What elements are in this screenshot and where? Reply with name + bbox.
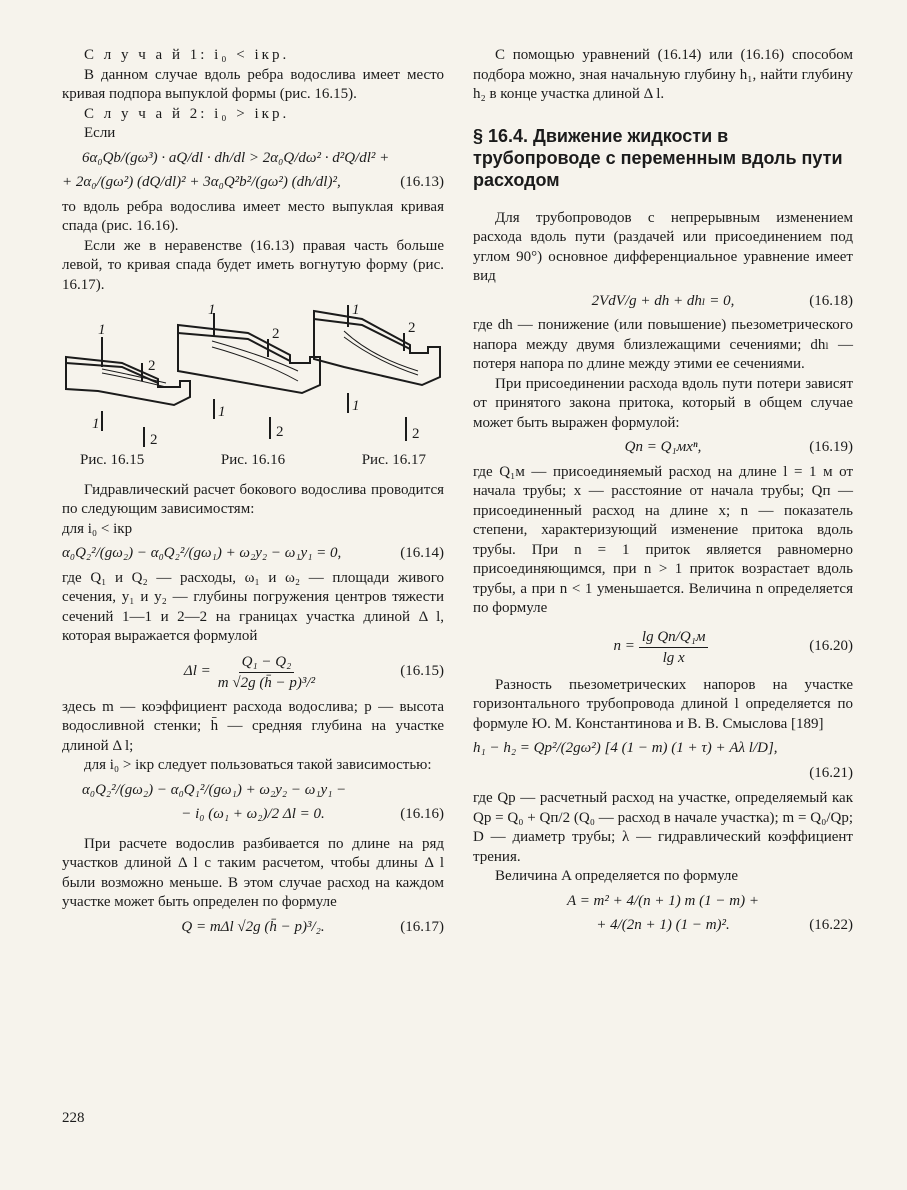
paragraph: Для трубопроводов с непрерывным изменением расхода вдоль пути (раздачей или присоединением под углом 90°) основное дифференциальное уравнение имеет вид bbox=[473, 209, 853, 284]
figure-mark-2: 2 bbox=[412, 426, 420, 442]
figure-mark-2: 2 bbox=[408, 320, 416, 336]
equation-number: (16.17) bbox=[400, 918, 444, 935]
paragraph: здесь m — коэффициент расхода водослива; p — высота водосливной стенки; h̄ — средняя глубина на участке длиной Δ l; bbox=[62, 698, 444, 754]
equation-number: (16.22) bbox=[809, 917, 853, 933]
equation-number: (16.19) bbox=[809, 439, 853, 455]
equation-16-21: h₁ − h₂ = Qр²/(2gω²) [4 (1 − m) (1 + τ) + Aλ l/D], bbox=[473, 740, 778, 756]
equation-16-17: Q = mΔl √2g (h̄ − p)³/₂. (16.17) bbox=[62, 918, 444, 938]
equation-number: (16.20) bbox=[809, 638, 853, 655]
left-column bbox=[62, 46, 444, 942]
condition: для i₀ > iкр следует пользоваться такой зависимостью: bbox=[84, 757, 432, 773]
section-heading: § 16.4. Движение жидкости в трубопроводе с переменным вдоль пути расходом bbox=[473, 125, 843, 190]
equation-16-13-line2: + 2α₀/(gω²) (dQ/dl)² + 3α₀Q²b²/(gω²) (dh/dl)², (16.13) bbox=[62, 173, 444, 193]
figure-mark-1: 1 bbox=[352, 398, 360, 414]
paragraph: При расчете водослив разбивается по длине на ряд участков длиной Δ l с таким расчетом, чтобы длины Δ l были возможно меньше. В этом случае расход на каждом участке может быть определен по формуле bbox=[62, 835, 444, 910]
equation-16-16-line2: − i₀ (ω₁ + ω₂)/2 Δl = 0. (16.16) bbox=[62, 805, 444, 825]
equation-16-22-line1: A = m² + 4/(n + 1) m (1 − m) + bbox=[567, 892, 759, 909]
equation-16-19: Qп = Q₁мxⁿ, (16.19) bbox=[473, 438, 853, 458]
equation-16-14: α₀Q₂²/(gω₂) − α₀Q₂²/(gω₁) + ω₂y₂ − ω₁y₁ = 0, (16.14) bbox=[62, 544, 444, 564]
paragraph: Гидравлический расчет бокового водослива проводится по следующим зависимостям: bbox=[62, 481, 444, 517]
case2-title: С л у ч а й 2: i₀ > iкр. bbox=[84, 105, 290, 122]
equation-16-22-line2: + 4/(2n + 1) (1 − m)². (16.22) bbox=[473, 916, 853, 936]
right-column bbox=[473, 46, 853, 941]
page-number: 228 bbox=[62, 1110, 85, 1126]
figure-caption: Рис. 16.17 bbox=[361, 452, 426, 468]
if-word: Если bbox=[84, 125, 116, 141]
figure-mark-2: 2 bbox=[150, 432, 158, 448]
figures-16-15-16-17 bbox=[62, 301, 444, 491]
equation-16-15: Δl = $\frac{\text{Q₁ − Q₂}}{\text{m √2g (h̄ − p)³/²}}$ (16.15) bbox=[183, 653, 444, 691]
case1-title: С л у ч а й 1: i₀ < iкр. bbox=[84, 47, 290, 63]
figure-caption: Рис. 16.16 bbox=[220, 452, 286, 468]
paragraph: где Qр — расчетный расход на участке, определяемый как Qр = Q₀ + Qп/2 (Q₀ — расход в начале участка); m = Q₀/Qр; D — диаметр трубы; λ — гидравлический коэффициент трения. bbox=[473, 790, 853, 865]
figure-mark-1: 1 bbox=[218, 404, 226, 420]
equation-number: (16.21) bbox=[809, 764, 853, 781]
case1-text: В данном случае вдоль ребра водослива имеет место кривая подпора выпуклой формы (рис. 16.15). bbox=[62, 66, 444, 102]
paragraph: то вдоль ребра водослива имеет место выпуклая кривая спада (рис. 16.16). bbox=[62, 198, 444, 234]
figure-mark-1: 1 bbox=[92, 416, 100, 432]
paragraph: где Q₁м — присоединяемый расход на длине l = 1 м от начала трубы; x — расстояние от начала трубы; Qп — присоединенный расход на длине x; n — показатель степени, характеризующий изменение притока вдоль трубы. При n = 1 приток является равномерно присоединяющимся, при n > 1 приток возрастает вдоль трубы, а при n < 1 уменьшается. Величина n определяется по формуле bbox=[473, 463, 853, 616]
equation-number: (16.13) bbox=[400, 174, 444, 190]
equation-16-18: 2VdV/g + dh + dhₗ = 0, (16.18) bbox=[473, 292, 853, 312]
figure-mark-2: 2 bbox=[272, 326, 280, 342]
paragraph: Если же в неравенстве (16.13) правая часть больше левой, то кривая спада будет иметь вогнутую форму (рис. 16.17). bbox=[62, 237, 444, 293]
figure-mark-2: 2 bbox=[276, 424, 284, 440]
condition: для i₀ < iкр bbox=[62, 520, 133, 537]
equation-number-row bbox=[473, 764, 853, 784]
paragraph: Величина A определяется по формуле bbox=[495, 868, 739, 884]
paragraph: где Q₁ и Q₂ — расходы, ω₁ и ω₂ — площади живого сечения, y₁ и y₂ — глубины погружения центров тяжести сечений 1—1 и 2—2 на границах участка длиной Δ l, которая выражается формулой bbox=[62, 569, 444, 644]
paragraph: С помощью уравнений (16.14) или (16.16) способом подбора можно, зная начальную глубину h₁, найти глубину h₂ в конце участка длиной Δ l. bbox=[473, 47, 853, 102]
equation-number: (16.18) bbox=[809, 292, 853, 309]
figure-caption: Рис. 16.15 bbox=[80, 452, 145, 468]
figure-mark-1: 1 bbox=[98, 322, 106, 338]
paragraph: Разность пьезометрических напоров на участке горизонтального трубопровода длиной l определяется по формуле Ю. М. Константинова и В. В. Смыслова [189] bbox=[473, 676, 853, 732]
equation-number: (16.15) bbox=[400, 663, 444, 680]
paragraph: где dh — понижение (или повышение) пьезометрического напора между двумя близлежащими сечениями; dhₗ — потеря напора по длине между этими ее сечениями. bbox=[473, 317, 853, 372]
weir-figures-drawing bbox=[62, 301, 444, 491]
equation-number: (16.14) bbox=[400, 545, 444, 561]
figure-mark-1: 1 bbox=[208, 302, 216, 318]
paragraph: При присоединении расхода вдоль пути потери зависят от принятого закона притока, который в общем случае может быть выражен формулой: bbox=[473, 375, 853, 431]
equation-number: (16.16) bbox=[400, 806, 444, 822]
figure-mark-2: 2 bbox=[148, 358, 156, 374]
equation-16-16-line1: α₀Q₂²/(gω₂) − α₀Q₁²/(gω₁) + ω₂y₂ − ω₁y₁ − bbox=[82, 781, 347, 798]
figure-mark-1: 1 bbox=[352, 302, 360, 318]
equation-16-13-line1: 6α₀Qb/(gω³) · aQ/dl · dh/dl > 2α₀Q/dω² · d²Q/dl² + bbox=[82, 149, 390, 166]
equation-16-20: n = $\frac{\text{lg Qп/Q₁м}}{\text{lg x}}$ (16.20) bbox=[613, 628, 853, 666]
